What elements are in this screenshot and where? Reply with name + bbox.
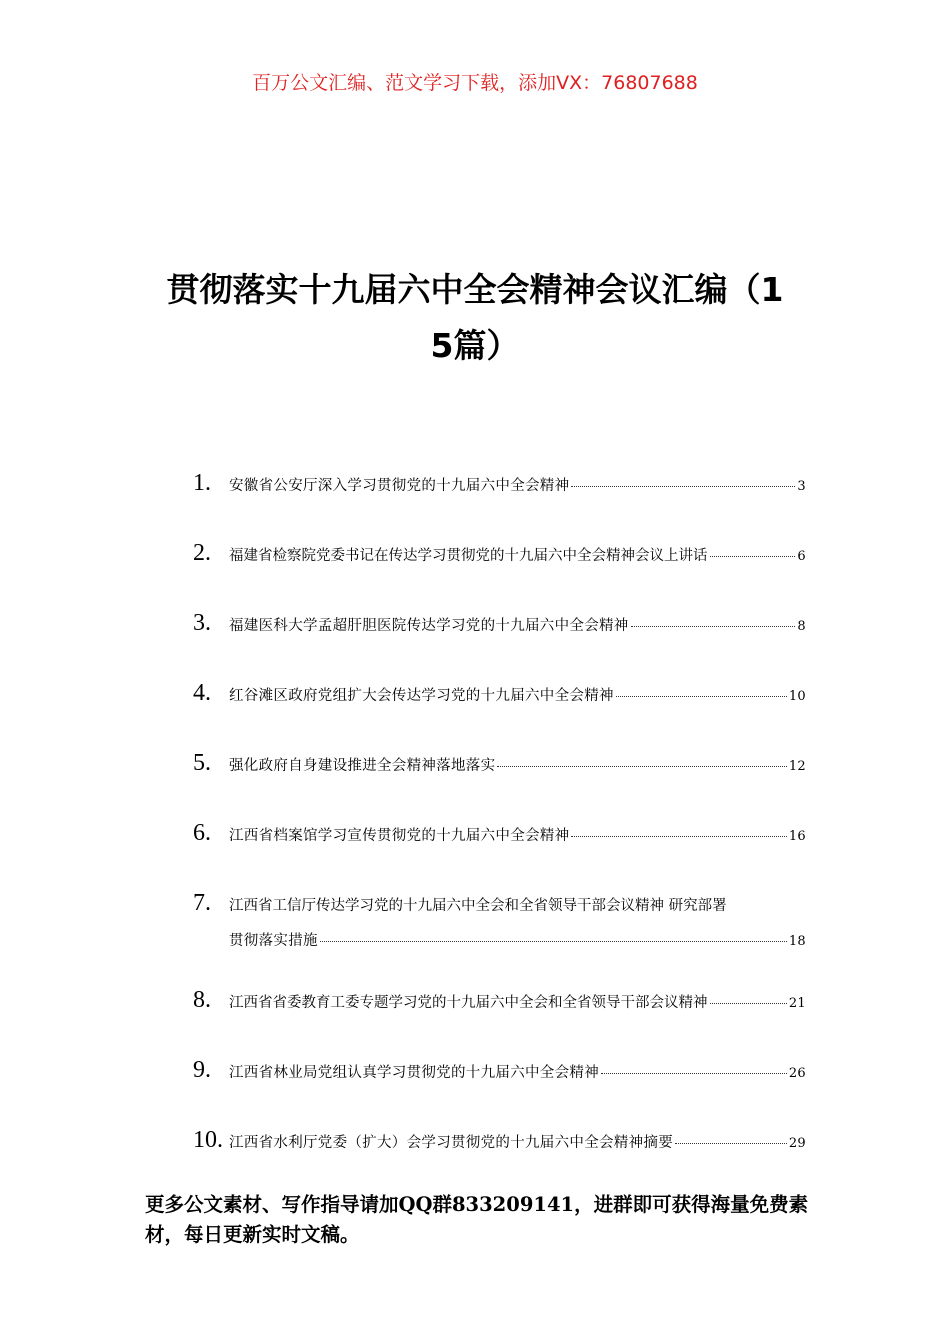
toc-page: 16 — [788, 829, 806, 844]
title-line-1: 贯彻落实十九届六中全会精神会议汇编（1 — [166, 270, 784, 309]
toc-text-continued[interactable]: 贯彻落实措施 — [229, 933, 318, 949]
toc-item[interactable] — [193, 750, 806, 820]
toc-item[interactable] — [193, 1057, 806, 1127]
toc-text[interactable]: 红谷滩区政府党组扩大会传达学习党的十九届六中全会精神 — [229, 688, 614, 704]
toc-number: 6. — [193, 820, 211, 846]
toc-item[interactable] — [193, 610, 806, 680]
toc-item[interactable] — [193, 987, 806, 1057]
dot-leader — [710, 556, 796, 557]
toc-page: 29 — [788, 1136, 806, 1151]
toc-text[interactable]: 福建医科大学孟超肝胆医院传达学习党的十九届六中全会精神 — [229, 618, 629, 634]
footer-promo: 更多公文素材、写作指导请加QQ群833209141，进群即可获得海量免费素材，每日更新实时文稿。 — [145, 1193, 809, 1246]
toc-text[interactable]: 强化政府自身建设推进全会精神落地落实 — [229, 758, 496, 774]
toc-text[interactable]: 江西省水利厅党委（扩大）会学习贯彻党的十九届六中全会精神摘要 — [229, 1135, 673, 1151]
toc-number: 7. — [193, 890, 211, 916]
dot-leader — [616, 696, 787, 697]
table-of-contents — [193, 470, 806, 1197]
toc-number: 10. — [193, 1127, 223, 1153]
dot-leader — [497, 766, 786, 767]
toc-text[interactable]: 安徽省公安厅深入学习贯彻党的十九届六中全会精神 — [229, 478, 570, 494]
toc-page: 6 — [797, 549, 806, 564]
toc-item[interactable] — [193, 680, 806, 750]
dot-leader — [320, 941, 787, 942]
dot-leader — [710, 1003, 787, 1004]
toc-page: 18 — [788, 934, 806, 949]
document-title — [100, 262, 850, 374]
toc-number: 2. — [193, 540, 211, 566]
dot-leader — [571, 486, 795, 487]
toc-page: 26 — [788, 1066, 806, 1081]
toc-text[interactable]: 江西省工信厅传达学习党的十九届六中全会和全省领导干部会议精神 研究部署 — [229, 898, 727, 914]
promo-header: 百万公文汇编、范文学习下载，添加VX：76807688 — [252, 72, 698, 94]
toc-text[interactable]: 福建省检察院党委书记在传达学习贯彻党的十九届六中全会精神会议上讲话 — [229, 548, 708, 564]
toc-page: 8 — [797, 619, 806, 634]
toc-item[interactable] — [193, 470, 806, 540]
toc-page: 12 — [788, 759, 806, 774]
toc-item[interactable] — [193, 540, 806, 610]
toc-item[interactable] — [193, 890, 806, 987]
toc-number: 4. — [193, 680, 211, 706]
toc-page: 21 — [788, 996, 806, 1011]
toc-page: 3 — [797, 479, 806, 494]
dot-leader — [571, 836, 786, 837]
toc-number: 3. — [193, 610, 211, 636]
toc-item[interactable] — [193, 1127, 806, 1197]
toc-page: 10 — [788, 689, 806, 704]
dot-leader — [601, 1073, 787, 1074]
toc-number: 9. — [193, 1057, 211, 1083]
toc-number: 8. — [193, 987, 211, 1013]
toc-text[interactable]: 江西省省委教育工委专题学习党的十九届六中全会和全省领导干部会议精神 — [229, 995, 708, 1011]
dot-leader — [631, 626, 796, 627]
title-line-2: 5篇） — [430, 326, 520, 365]
toc-number: 1. — [193, 470, 211, 496]
dot-leader — [675, 1143, 787, 1144]
toc-number: 5. — [193, 750, 211, 776]
toc-text[interactable]: 江西省档案馆学习宣传贯彻党的十九届六中全会精神 — [229, 828, 570, 844]
toc-item[interactable] — [193, 820, 806, 890]
toc-text[interactable]: 江西省林业局党组认真学习贯彻党的十九届六中全会精神 — [229, 1065, 599, 1081]
